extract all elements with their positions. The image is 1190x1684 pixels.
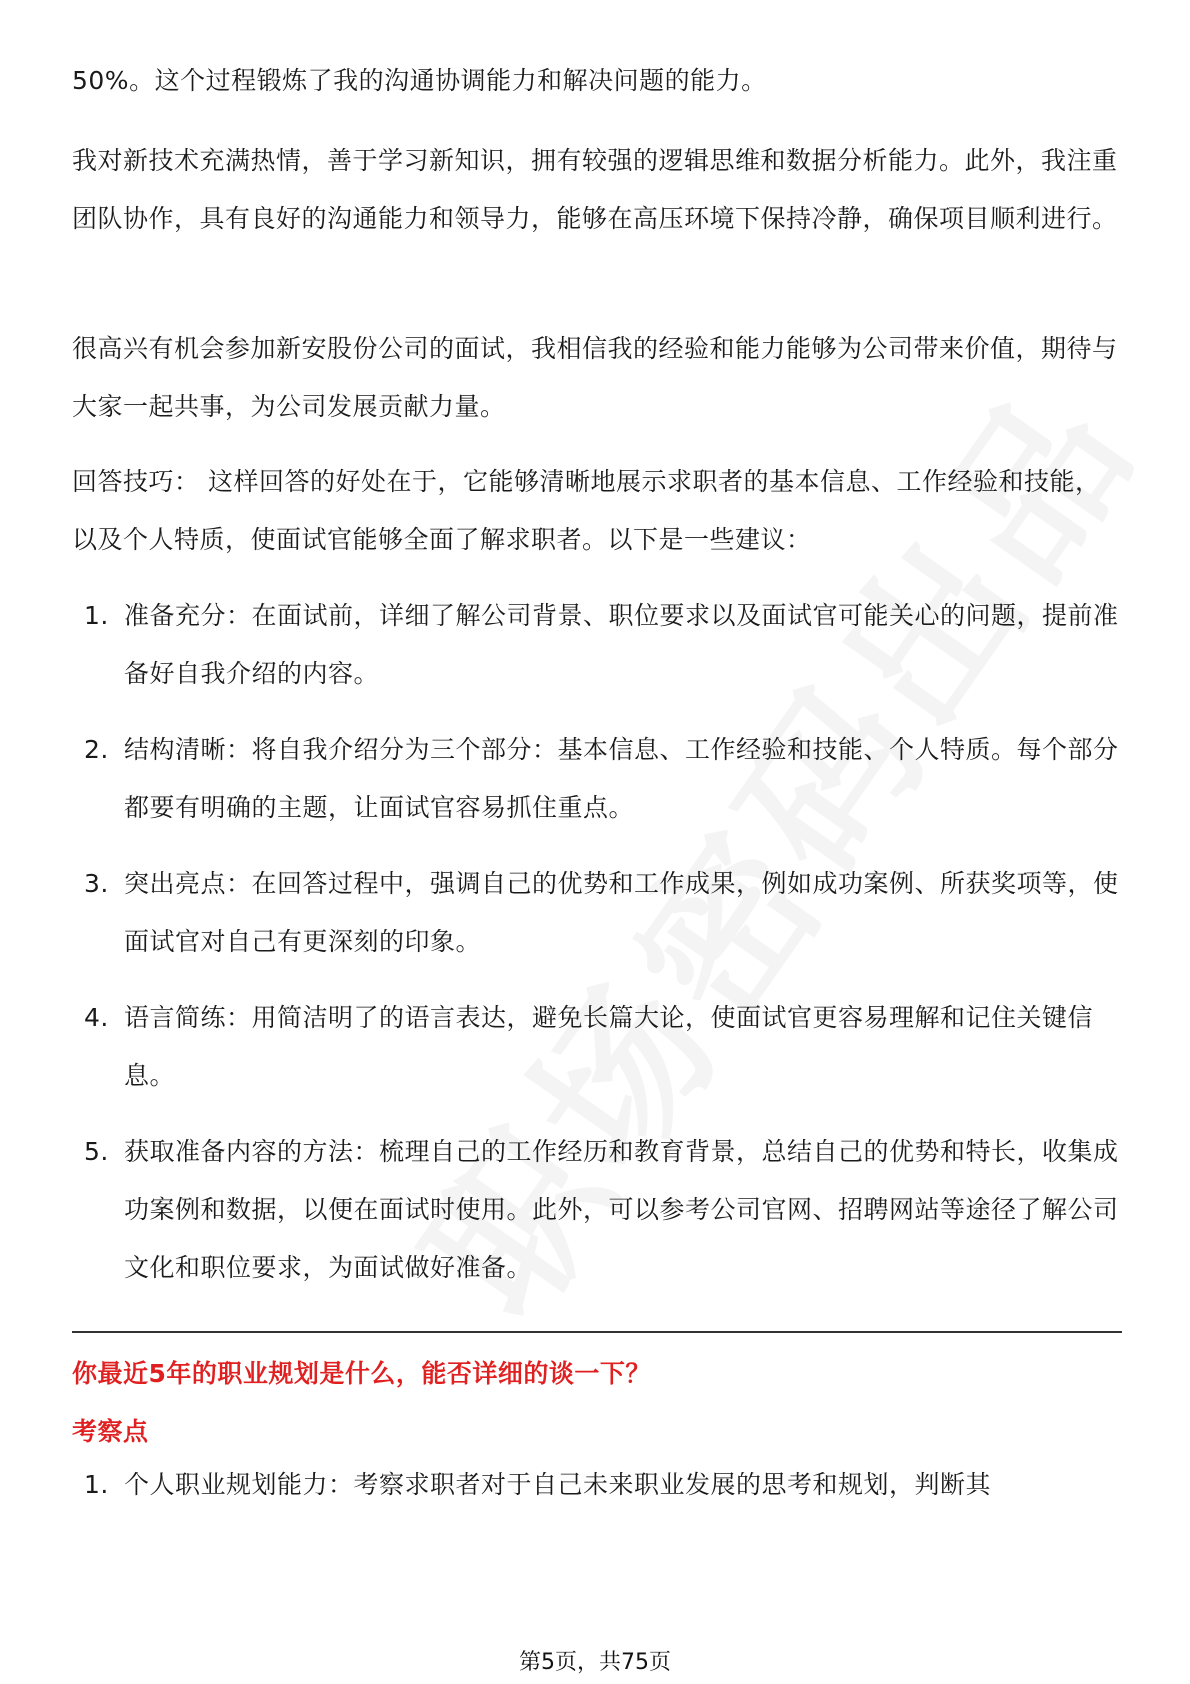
list-item-text: 突出亮点：在回答过程中，强调自己的优势和工作成果，例如成功案例、所获奖项等，使面试官对自己有更深刻的印象。 <box>124 869 1119 956</box>
section-divider <box>72 1331 1122 1333</box>
list-item-number: 5. <box>84 1137 109 1166</box>
paragraph-intro-3: 很高兴有机会参加新安股份公司的面试，我相信我的经验和能力能够为公司带来价值，期待与大家一起共事，为公司发展贡献力量。 <box>72 334 1118 421</box>
list-item-number: 1. <box>84 601 109 630</box>
paragraph-answer-tips: 回答技巧： 这样回答的好处在于，它能够清晰地展示求职者的基本信息、工作经验和技能，以及个人特质，使面试官能够全面了解求职者。以下是一些建议： <box>72 467 1101 554</box>
list-item-text: 结构清晰：将自我介绍分为三个部分：基本信息、工作经验和技能、个人特质。每个部分都要有明确的主题，让面试官容易抓住重点。 <box>124 735 1119 822</box>
list-item-number: 2. <box>84 735 109 764</box>
list-item-number: 4. <box>84 1003 109 1032</box>
page-footer: 第5页，共75页 <box>519 1650 671 1675</box>
section-subheading: 考察点 <box>72 1417 149 1446</box>
question-title: 你最近5年的职业规划是什么，能否详细的谈一下？ <box>72 1359 651 1388</box>
list-item-text: 个人职业规划能力：考察求职者对于自己未来职业发展的思考和规划，判断其 <box>124 1470 992 1499</box>
list-item-number: 1. <box>84 1470 109 1499</box>
list-item-number: 3. <box>84 869 109 898</box>
list-item-text: 语言简练：用简洁明了的语言表达，避免长篇大论，使面试官更容易理解和记住关键信息。 <box>124 1003 1094 1090</box>
paragraph-intro-2: 我对新技术充满热情，善于学习新知识，拥有较强的逻辑思维和数据分析能力。此外，我注重团队协作，具有良好的沟通能力和领导力，能够在高压环境下保持冷静，确保项目顺利进行。 <box>72 146 1118 233</box>
list-item-text: 准备充分：在面试前，详细了解公司背景、职位要求以及面试官可能关心的问题，提前准备好自我介绍的内容。 <box>124 601 1119 688</box>
paragraph-intro-1: 50%。这个过程锻炼了我的沟通协调能力和解决问题的能力。 <box>72 66 767 95</box>
list-item-text: 获取准备内容的方法：梳理自己的工作经历和教育背景，总结自己的优势和特长，收集成功案例和数据，以便在面试时使用。此外，可以参考公司官网、招聘网站等途径了解公司文化和职位要求，为面试做好准备。 <box>124 1137 1119 1282</box>
